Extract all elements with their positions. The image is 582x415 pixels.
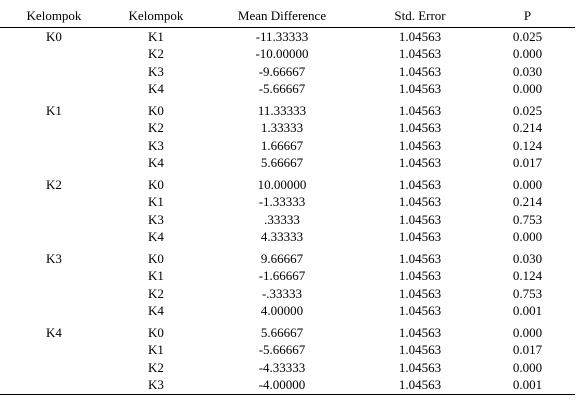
- mean-difference-cell: 1.33333: [260, 120, 304, 135]
- mean-difference-cell: .33333: [264, 211, 300, 227]
- table-row: [0, 63, 575, 81]
- kelompok-cell: K2: [148, 359, 164, 375]
- p-value-cell: 0.000: [512, 359, 543, 375]
- p-value-cell: 0.124: [512, 268, 543, 283]
- table-row: [0, 81, 575, 103]
- p-value-cell: 0.030: [512, 250, 543, 266]
- table-row: [0, 303, 575, 325]
- kelompok-cell: K0: [148, 176, 164, 192]
- std-error-cell: 1.04563: [398, 268, 442, 283]
- header-row: [0, 4, 575, 28]
- mean-difference-cell: -9.66667: [258, 63, 306, 79]
- table-row: [0, 377, 575, 395]
- kelompok-cell: K1: [148, 342, 164, 357]
- mean-difference-cell: 5.66667: [260, 324, 304, 340]
- p-value-cell: 0.025: [512, 102, 543, 118]
- mean-difference-cell: -1.33333: [258, 194, 306, 209]
- table-row: [0, 268, 575, 286]
- mean-difference-cell: -4.33333: [258, 359, 306, 375]
- kelompok-cell: K0: [148, 102, 164, 118]
- std-error-cell: 1.04563: [398, 229, 442, 244]
- std-error-cell: 1.04563: [398, 155, 442, 170]
- mean-difference-cell: -10.00000: [255, 46, 309, 61]
- p-value-cell: 0.000: [512, 324, 543, 340]
- std-error-cell: 1.04563: [398, 120, 442, 135]
- p-value-cell: 0.000: [512, 229, 543, 244]
- p-value-cell: 0.753: [512, 211, 543, 227]
- mean-difference-cell: -1.66667: [258, 268, 306, 283]
- header-p: P: [480, 4, 575, 28]
- group-cell: [0, 377, 108, 395]
- p-value-cell: 0.000: [512, 81, 543, 96]
- table-body: [0, 28, 575, 395]
- p-value-cell: 0.000: [512, 46, 543, 61]
- std-error-cell: 1.04563: [398, 324, 442, 340]
- p-value-cell: 0.214: [512, 194, 543, 209]
- p-value-cell: 0.000: [512, 176, 543, 192]
- kelompok-cell: K0: [148, 250, 164, 266]
- group-cell: [0, 229, 108, 251]
- std-error-cell: 1.04563: [398, 46, 442, 61]
- kelompok-cell: K2: [148, 46, 164, 61]
- group-cell: [0, 303, 108, 325]
- std-error-cell: 1.04563: [398, 137, 442, 153]
- std-error-cell: 1.04563: [398, 211, 442, 227]
- group-cell: [0, 342, 108, 360]
- mean-difference-cell: -5.66667: [258, 342, 306, 357]
- kelompok-cell: K1: [148, 28, 164, 44]
- mean-difference-cell: 4.00000: [260, 303, 304, 318]
- p-value-cell: 0.214: [512, 120, 543, 135]
- std-error-cell: 1.04563: [398, 359, 442, 375]
- group-cell: K3: [46, 250, 62, 266]
- table-row: [0, 155, 575, 177]
- group-cell: K1: [46, 102, 62, 118]
- kelompok-cell: K3: [108, 377, 204, 395]
- p-value-cell: 0.753: [512, 285, 543, 301]
- table-row: [0, 137, 575, 155]
- kelompok-cell: K2: [148, 120, 164, 135]
- mean-difference-cell: 10.00000: [257, 176, 307, 192]
- table-row: [0, 324, 575, 342]
- mean-difference-cell: -5.66667: [258, 81, 306, 96]
- std-error-cell: 1.04563: [398, 250, 442, 266]
- kelompok-cell: K3: [148, 137, 164, 153]
- mean-difference-cell: 11.33333: [257, 102, 307, 118]
- group-cell: [0, 155, 108, 177]
- group-cell: [0, 268, 108, 286]
- std-error-cell: 1.04563: [398, 176, 442, 192]
- group-cell: [0, 359, 108, 377]
- table-row: [0, 211, 575, 229]
- std-error-cell: 1.04563: [398, 285, 442, 301]
- mean-difference-cell: 1.66667: [260, 137, 304, 153]
- group-cell: [0, 137, 108, 155]
- table-row: [0, 120, 575, 138]
- mean-difference-cell: -4.00000: [204, 377, 360, 395]
- group-cell: [0, 46, 108, 64]
- kelompok-cell: K4: [148, 81, 164, 96]
- header-std-error: Std. Error: [360, 4, 480, 28]
- group-cell: [0, 81, 108, 103]
- header-mean-difference: Mean Difference: [204, 4, 360, 28]
- std-error-cell: 1.04563: [398, 81, 442, 96]
- group-cell: [0, 120, 108, 138]
- std-error-cell: 1.04563: [398, 303, 442, 318]
- header-kelompok-compare: Kelompok: [108, 4, 204, 28]
- p-value-cell: 0.025: [512, 28, 543, 44]
- group-cell: [0, 285, 108, 303]
- table-row: [0, 46, 575, 64]
- table-row: [0, 28, 575, 46]
- kelompok-cell: K4: [148, 229, 164, 244]
- group-cell: [0, 211, 108, 229]
- header-kelompok-group: Kelompok: [0, 4, 108, 28]
- table-row: [0, 285, 575, 303]
- p-value-cell: 0.001: [512, 303, 543, 318]
- p-value-cell: 0.001: [480, 377, 575, 395]
- p-value-cell: 0.017: [512, 342, 543, 357]
- mean-difference-cell: 5.66667: [260, 155, 304, 170]
- p-value-cell: 0.017: [512, 155, 543, 170]
- kelompok-cell: K0: [148, 324, 164, 340]
- group-cell: K4: [46, 324, 62, 340]
- mean-difference-cell: -.33333: [261, 285, 303, 301]
- std-error-cell: 1.04563: [360, 377, 480, 395]
- kelompok-cell: K2: [148, 285, 164, 301]
- table-row: [0, 102, 575, 120]
- std-error-cell: 1.04563: [398, 63, 442, 79]
- mean-difference-cell: 4.33333: [260, 229, 304, 244]
- table-row: [0, 359, 575, 377]
- table-row: [0, 342, 575, 360]
- group-cell: K0: [46, 28, 62, 44]
- kelompok-cell: K3: [148, 63, 164, 79]
- table-row: [0, 176, 575, 194]
- std-error-cell: 1.04563: [398, 342, 442, 357]
- kelompok-cell: K3: [148, 211, 164, 227]
- comparison-table: [0, 4, 575, 395]
- kelompok-cell: K4: [148, 155, 164, 170]
- p-value-cell: 0.030: [512, 63, 543, 79]
- mean-difference-cell: 9.66667: [260, 250, 304, 266]
- std-error-cell: 1.04563: [398, 194, 442, 209]
- group-cell: [0, 63, 108, 81]
- kelompok-cell: K1: [148, 268, 164, 283]
- table-row: [0, 229, 575, 251]
- group-cell: [0, 194, 108, 212]
- mean-difference-cell: -11.33333: [255, 28, 309, 44]
- table-row: [0, 194, 575, 212]
- std-error-cell: 1.04563: [398, 102, 442, 118]
- p-value-cell: 0.124: [512, 137, 543, 153]
- std-error-cell: 1.04563: [398, 28, 442, 44]
- kelompok-cell: K1: [148, 194, 164, 209]
- kelompok-cell: K4: [148, 303, 164, 318]
- group-cell: K2: [46, 176, 62, 192]
- table-row: [0, 250, 575, 268]
